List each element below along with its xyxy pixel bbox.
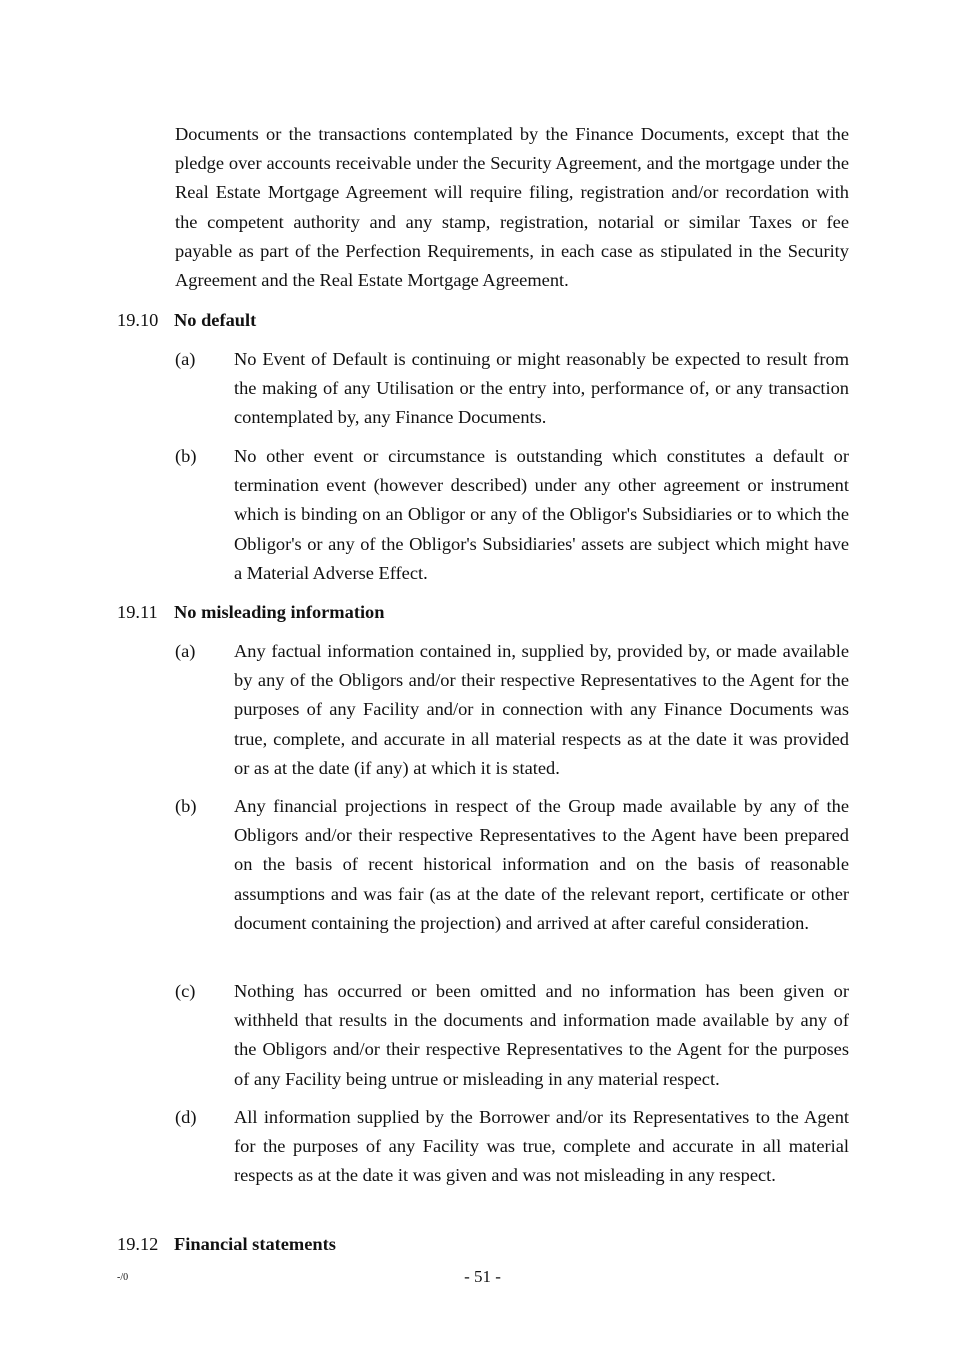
item-label: (a) <box>175 641 196 661</box>
footer-reference-mark: -/0 <box>117 1272 129 1283</box>
item-text: Nothing has occurred or been omitted and no information has been given or withheld that results in the documents and information made available by any of the Obligors and/or their respective Representatives to the Agent for the purposes of any Facility being untrue or misleading in any material respect. <box>234 981 849 1089</box>
section-heading-19-11 <box>117 598 384 627</box>
item-text: No other event or circumstance is outstanding which constitutes a default or termination event (however described) under any other agreement or instrument which is binding on an Obligor or any of the Obligor's Subsidiaries or to which the Obligor's or any of the Obligor's Subsidiaries' assets are subject which might have a Material Adverse Effect. <box>234 446 849 583</box>
page-number: - 51 - <box>464 1267 501 1286</box>
item-label: (b) <box>175 796 197 816</box>
section-heading-19-12 <box>117 1230 336 1259</box>
section-title: No misleading information <box>174 602 385 622</box>
section-number: 19.12 <box>117 1234 159 1254</box>
section-number: 19.11 <box>117 602 158 622</box>
item-text: Any factual information contained in, supplied by, provided by, or made available by any of the Obligors and/or their respective Representatives to the Agent for the purposes of any Facility and/or in connection with any Finance Documents was true, complete, and accurate in all material respects as at the date it was provided or as at the date (if any) at which it is stated. <box>234 641 849 778</box>
item-label: (b) <box>175 446 197 466</box>
section-number: 19.10 <box>117 310 159 330</box>
item-label: (a) <box>175 349 196 369</box>
item-text: No Event of Default is continuing or might reasonably be expected to result from the making of any Utilisation or the entry into, performance of, or any transaction contemplated by, any Finance Documents. <box>234 349 849 428</box>
item-label: (d) <box>175 1107 197 1127</box>
section-title: Financial statements <box>174 1234 336 1254</box>
item-text: All information supplied by the Borrower and/or its Representatives to the Agent for the purposes of any Facility was true, complete and accurate in all material respects as at the date it was given and was not misleading in any respect. <box>234 1107 849 1186</box>
item-label: (c) <box>175 981 196 1001</box>
section-heading-19-10 <box>117 306 256 335</box>
intro-paragraph: Documents or the transactions contemplated by the Finance Documents, except that the pledge over accounts receivable under the Security Agreement, and the mortgage under the Real Estate Mortgage Agreement will require filing, registration and/or recordation with the competent authority and any stamp, registration, notarial or similar Taxes or fee payable as part of the Perfection Requirements, in each case as stipulated in the Security Agreement and the Real Estate Mortgage Agreement. <box>175 124 849 291</box>
section-title: No default <box>174 310 257 330</box>
item-text: Any financial projections in respect of the Group made available by any of the Obligors and/or their respective Representatives to the Agent have been prepared on the basis of recent historical information and on the basis of reasonable assumptions and was fair (as at the date of the relevant report, certificate or other document containing the projection) and arrived at after careful consideration. <box>234 796 849 933</box>
